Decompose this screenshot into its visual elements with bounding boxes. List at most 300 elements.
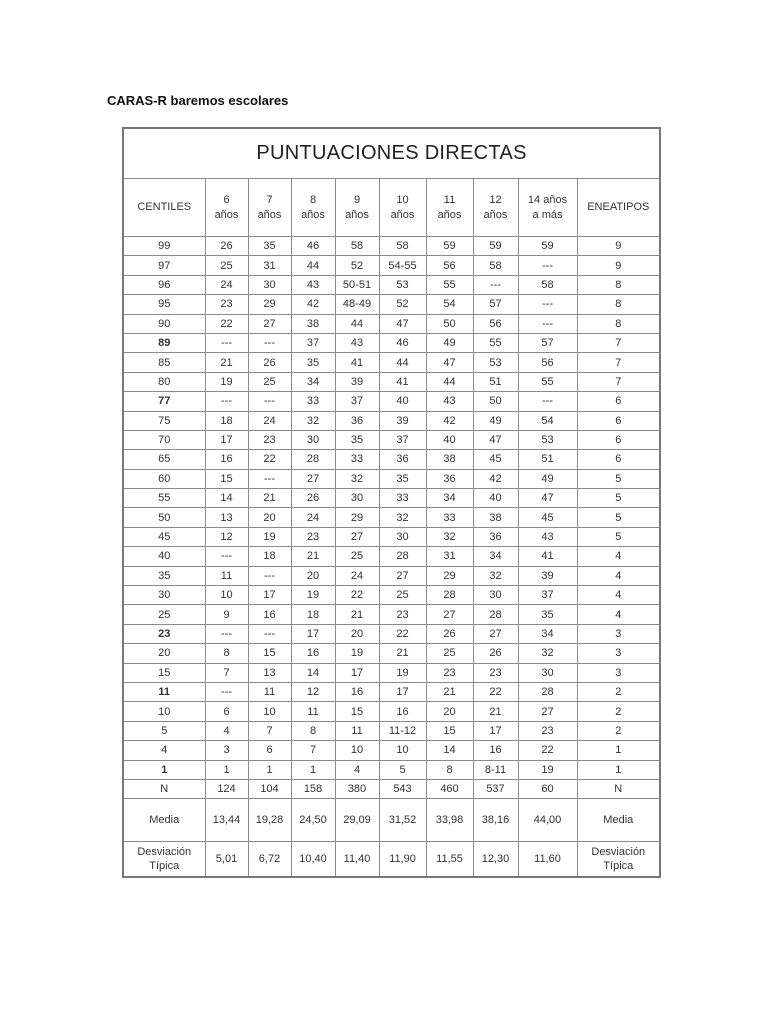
score-cell: 23	[291, 527, 335, 546]
desviacion-label-line2: Típica	[603, 859, 634, 872]
score-cell: 54	[426, 295, 473, 314]
centile-cell: 55	[123, 489, 205, 508]
column-header	[205, 179, 248, 237]
main-header-row	[123, 128, 660, 179]
eneatipo-cell: 8	[577, 314, 660, 333]
media-cell: 33,98	[426, 798, 473, 841]
score-cell: 35	[379, 469, 426, 488]
score-cell: 16	[205, 450, 248, 469]
column-header	[577, 179, 660, 237]
centile-cell: 89	[123, 333, 205, 352]
column-header-line1: 7	[266, 193, 273, 206]
column-header	[291, 179, 335, 237]
score-cell: 6	[205, 702, 248, 721]
table-row	[123, 586, 660, 605]
score-cell: 10	[205, 586, 248, 605]
score-cell: 32	[291, 411, 335, 430]
score-cell: 23	[379, 605, 426, 624]
n-cell: 460	[426, 779, 473, 798]
eneatipo-cell: 5	[577, 469, 660, 488]
n-cell: N	[123, 779, 205, 798]
score-cell: 17	[335, 663, 379, 682]
eneatipo-cell: 5	[577, 527, 660, 546]
score-cell: 7	[248, 721, 291, 740]
score-cell: 46	[291, 237, 335, 256]
score-cell: ---	[518, 256, 577, 275]
score-cell: 49	[473, 411, 518, 430]
column-header-line1: 6	[223, 193, 230, 206]
score-cell: 55	[473, 333, 518, 352]
media-cell: Media	[123, 798, 205, 841]
n-cell: 158	[291, 779, 335, 798]
table-body	[123, 237, 660, 877]
table-row	[123, 469, 660, 488]
score-cell: 12	[291, 682, 335, 701]
eneatipo-cell: 1	[577, 741, 660, 760]
table-row	[123, 663, 660, 682]
score-cell: ---	[518, 295, 577, 314]
score-cell: 57	[473, 295, 518, 314]
score-cell: 21	[335, 605, 379, 624]
table-row	[123, 372, 660, 391]
eneatipo-cell: 2	[577, 721, 660, 740]
score-cell: 28	[473, 605, 518, 624]
score-cell: 29	[426, 566, 473, 585]
score-cell: 24	[291, 508, 335, 527]
score-cell: 31	[426, 547, 473, 566]
desviacion-label-right	[577, 841, 660, 877]
score-cell: 20	[291, 566, 335, 585]
score-cell: 20	[335, 624, 379, 643]
score-cell: 34	[473, 547, 518, 566]
score-cell: 8	[291, 721, 335, 740]
score-cell: 35	[291, 353, 335, 372]
score-cell: 15	[335, 702, 379, 721]
centile-cell: 40	[123, 547, 205, 566]
score-cell: 43	[518, 527, 577, 546]
score-cell: ---	[205, 392, 248, 411]
score-cell: 36	[335, 411, 379, 430]
eneatipo-cell: 5	[577, 508, 660, 527]
score-cell: 37	[379, 430, 426, 449]
score-cell: 26	[426, 624, 473, 643]
column-header	[426, 179, 473, 237]
score-cell: 38	[426, 450, 473, 469]
score-cell: 15	[426, 721, 473, 740]
score-cell: 38	[291, 314, 335, 333]
score-cell: 8-11	[473, 760, 518, 779]
document-title: CARAS-R baremos escolares	[107, 93, 289, 108]
eneatipo-cell: 3	[577, 624, 660, 643]
table-row	[123, 333, 660, 352]
table-row	[123, 702, 660, 721]
score-cell: 21	[379, 644, 426, 663]
score-cell: 58	[379, 237, 426, 256]
eneatipo-cell: 5	[577, 489, 660, 508]
eneatipo-cell: 6	[577, 450, 660, 469]
eneatipo-cell: 2	[577, 702, 660, 721]
desviacion-cell: 11,60	[518, 841, 577, 877]
score-cell: 7	[205, 663, 248, 682]
table-row	[123, 682, 660, 701]
score-cell: 51	[473, 372, 518, 391]
score-cell: 21	[426, 682, 473, 701]
score-cell: 24	[248, 411, 291, 430]
media-cell: 24,50	[291, 798, 335, 841]
score-cell: 21	[473, 702, 518, 721]
table-row	[123, 741, 660, 760]
table-row	[123, 489, 660, 508]
eneatipo-cell: 7	[577, 372, 660, 391]
score-cell: 26	[473, 644, 518, 663]
n-cell: 380	[335, 779, 379, 798]
score-cell: 39	[518, 566, 577, 585]
centile-cell: 45	[123, 527, 205, 546]
score-cell: 35	[518, 605, 577, 624]
eneatipo-cell: 3	[577, 663, 660, 682]
score-cell: 41	[379, 372, 426, 391]
centile-cell: 4	[123, 741, 205, 760]
score-cell: 30	[518, 663, 577, 682]
score-cell: 47	[518, 489, 577, 508]
score-cell: 27	[473, 624, 518, 643]
score-cell: 3	[205, 741, 248, 760]
score-cell: 23	[248, 430, 291, 449]
score-cell: 40	[379, 392, 426, 411]
score-cell: 16	[379, 702, 426, 721]
score-cell: 21	[291, 547, 335, 566]
score-cell: 22	[379, 624, 426, 643]
centile-cell: 60	[123, 469, 205, 488]
score-cell: ---	[248, 566, 291, 585]
column-header	[518, 179, 577, 237]
eneatipo-cell: 2	[577, 682, 660, 701]
norms-table	[122, 127, 661, 878]
media-cell: 19,28	[248, 798, 291, 841]
score-cell: 16	[291, 644, 335, 663]
score-cell: 8	[205, 644, 248, 663]
desviacion-cell: 5,01	[205, 841, 248, 877]
media-cell: 13,44	[205, 798, 248, 841]
score-cell: ---	[248, 333, 291, 352]
score-cell: 4	[335, 760, 379, 779]
score-cell: 42	[473, 469, 518, 488]
score-cell: 27	[379, 566, 426, 585]
score-cell: 37	[291, 333, 335, 352]
score-cell: 19	[518, 760, 577, 779]
score-cell: 29	[335, 508, 379, 527]
score-cell: 11	[335, 721, 379, 740]
score-cell: 23	[518, 721, 577, 740]
media-cell: Media	[577, 798, 660, 841]
score-cell: 30	[335, 489, 379, 508]
score-cell: 25	[335, 547, 379, 566]
score-cell: 27	[335, 527, 379, 546]
column-header-row	[123, 179, 660, 237]
eneatipo-cell: 6	[577, 430, 660, 449]
score-cell: 25	[248, 372, 291, 391]
score-cell: 15	[248, 644, 291, 663]
media-cell: 31,52	[379, 798, 426, 841]
eneatipo-cell: 7	[577, 353, 660, 372]
score-cell: 35	[248, 237, 291, 256]
centile-cell: 77	[123, 392, 205, 411]
score-cell: 28	[426, 586, 473, 605]
media-cell: 38,16	[473, 798, 518, 841]
score-cell: ---	[518, 392, 577, 411]
column-header	[379, 179, 426, 237]
media-cell: 44,00	[518, 798, 577, 841]
centile-cell: 5	[123, 721, 205, 740]
column-header-line2: años	[437, 208, 462, 221]
score-cell: 7	[291, 741, 335, 760]
score-cell: 29	[248, 295, 291, 314]
score-cell: 45	[518, 508, 577, 527]
score-cell: 37	[518, 586, 577, 605]
table-row	[123, 760, 660, 779]
score-cell: 23	[426, 663, 473, 682]
score-cell: 19	[291, 586, 335, 605]
score-cell: 43	[335, 333, 379, 352]
n-cell: 60	[518, 779, 577, 798]
score-cell: 56	[518, 353, 577, 372]
score-cell: 6	[248, 741, 291, 760]
score-cell: 10	[335, 741, 379, 760]
column-header-line1: 8	[309, 193, 317, 206]
table-row	[123, 237, 660, 256]
table-row	[123, 566, 660, 585]
score-cell: 50	[426, 314, 473, 333]
score-cell: 13	[205, 508, 248, 527]
score-cell: 9	[205, 605, 248, 624]
score-cell: 30	[248, 275, 291, 294]
score-cell: 47	[379, 314, 426, 333]
desviacion-cell: 11,90	[379, 841, 426, 877]
centile-cell: 95	[123, 295, 205, 314]
column-header-line2: años	[390, 208, 415, 221]
score-cell: ---	[205, 547, 248, 566]
score-cell: 27	[518, 702, 577, 721]
score-cell: 16	[335, 682, 379, 701]
column-header	[335, 179, 379, 237]
score-cell: 32	[426, 527, 473, 546]
score-cell: 27	[291, 469, 335, 488]
score-cell: 25	[426, 644, 473, 663]
score-cell: 50-51	[335, 275, 379, 294]
n-cell: 543	[379, 779, 426, 798]
score-cell: 27	[248, 314, 291, 333]
centile-cell: 23	[123, 624, 205, 643]
score-cell: 16	[248, 605, 291, 624]
score-cell: 32	[379, 508, 426, 527]
score-cell: 11	[248, 682, 291, 701]
score-cell: 11	[205, 566, 248, 585]
score-cell: 26	[248, 353, 291, 372]
score-cell: 49	[426, 333, 473, 352]
column-header-line2: años	[301, 208, 325, 221]
score-cell: 28	[291, 450, 335, 469]
score-cell: 33	[335, 450, 379, 469]
score-cell: 13	[248, 663, 291, 682]
centile-cell: 85	[123, 353, 205, 372]
score-cell: 35	[335, 430, 379, 449]
score-cell: 20	[426, 702, 473, 721]
score-cell: 26	[205, 237, 248, 256]
table-row	[123, 508, 660, 527]
column-header	[473, 179, 518, 237]
column-header-line2: años	[214, 208, 239, 221]
desviacion-label-line1: Desviación	[137, 845, 192, 858]
eneatipo-cell: 4	[577, 586, 660, 605]
column-header	[123, 179, 205, 237]
score-cell: 42	[426, 411, 473, 430]
main-header: PUNTUACIONES DIRECTAS	[123, 128, 660, 179]
score-cell: 1	[205, 760, 248, 779]
centile-cell: 10	[123, 702, 205, 721]
score-cell: 33	[379, 489, 426, 508]
column-header-line1: 14 años	[527, 193, 568, 206]
table-row	[123, 547, 660, 566]
score-cell: 32	[473, 566, 518, 585]
score-cell: 17	[205, 430, 248, 449]
score-cell: 40	[473, 489, 518, 508]
score-cell: 59	[518, 237, 577, 256]
centile-cell: 75	[123, 411, 205, 430]
centile-cell: 11	[123, 682, 205, 701]
eneatipo-cell: 6	[577, 392, 660, 411]
score-cell: 16	[473, 741, 518, 760]
desviacion-label-left	[123, 841, 205, 877]
column-header-line1: 12	[489, 193, 502, 206]
table-row	[123, 721, 660, 740]
score-cell: 25	[379, 586, 426, 605]
table-row	[123, 295, 660, 314]
column-header-line1: 10	[396, 193, 409, 206]
norms-table-container	[122, 127, 659, 878]
score-cell: 51	[518, 450, 577, 469]
score-cell: 44	[291, 256, 335, 275]
eneatipo-cell: 8	[577, 295, 660, 314]
eneatipo-cell: 4	[577, 547, 660, 566]
score-cell: 46	[379, 333, 426, 352]
eneatipo-cell: 8	[577, 275, 660, 294]
score-cell: 52	[379, 295, 426, 314]
n-cell: 537	[473, 779, 518, 798]
centile-cell: 99	[123, 237, 205, 256]
desviacion-cell: 6,72	[248, 841, 291, 877]
media-row	[123, 798, 660, 841]
score-cell: 50	[473, 392, 518, 411]
score-cell: 30	[473, 586, 518, 605]
score-cell: 45	[473, 450, 518, 469]
score-cell: 32	[518, 644, 577, 663]
score-cell: 47	[426, 353, 473, 372]
score-cell: 32	[335, 469, 379, 488]
score-cell: 4	[205, 721, 248, 740]
centile-cell: 20	[123, 644, 205, 663]
score-cell: 40	[426, 430, 473, 449]
score-cell: 22	[248, 450, 291, 469]
score-cell: 14	[205, 489, 248, 508]
desviacion-cell: 11,40	[335, 841, 379, 877]
score-cell: 39	[335, 372, 379, 391]
score-cell: 47	[473, 430, 518, 449]
score-cell: 30	[379, 527, 426, 546]
table-row	[123, 527, 660, 546]
score-cell: 21	[248, 489, 291, 508]
table-row	[123, 624, 660, 643]
score-cell: 44	[379, 353, 426, 372]
score-cell: 15	[205, 469, 248, 488]
score-cell: 54-55	[379, 256, 426, 275]
score-cell: ---	[205, 682, 248, 701]
score-cell: 10	[248, 702, 291, 721]
column-header-line2: años	[257, 208, 282, 221]
score-cell: 10	[379, 741, 426, 760]
desviacion-cell: 11,55	[426, 841, 473, 877]
score-cell: 43	[291, 275, 335, 294]
score-cell: 33	[426, 508, 473, 527]
score-cell: 36	[426, 469, 473, 488]
score-cell: 8	[426, 760, 473, 779]
n-cell: 104	[248, 779, 291, 798]
score-cell: 41	[518, 547, 577, 566]
table-row	[123, 353, 660, 372]
column-header-line1: CENTILES	[137, 201, 192, 213]
score-cell: 58	[335, 237, 379, 256]
score-cell: 18	[205, 411, 248, 430]
score-cell: 59	[473, 237, 518, 256]
score-cell: 34	[518, 624, 577, 643]
score-cell: 22	[473, 682, 518, 701]
score-cell: 55	[426, 275, 473, 294]
score-cell: 19	[248, 527, 291, 546]
score-cell: ---	[248, 624, 291, 643]
eneatipo-cell: 7	[577, 333, 660, 352]
centile-cell: 25	[123, 605, 205, 624]
column-header-line2: a más	[532, 208, 563, 221]
score-cell: 14	[426, 741, 473, 760]
eneatipo-cell: 9	[577, 256, 660, 275]
score-cell: 1	[291, 760, 335, 779]
centile-cell: 35	[123, 566, 205, 585]
score-cell: 27	[426, 605, 473, 624]
column-header-line1: 9	[353, 193, 361, 206]
media-cell: 29,09	[335, 798, 379, 841]
n-cell: N	[577, 779, 660, 798]
column-header-line2: años	[483, 208, 508, 221]
score-cell: ---	[205, 624, 248, 643]
score-cell: 41	[335, 353, 379, 372]
desviacion-cell: 12,30	[473, 841, 518, 877]
score-cell: 37	[335, 392, 379, 411]
score-cell: 42	[291, 295, 335, 314]
table-row	[123, 411, 660, 430]
score-cell: 18	[291, 605, 335, 624]
score-cell: 21	[205, 353, 248, 372]
score-cell: 11-12	[379, 721, 426, 740]
table-row	[123, 450, 660, 469]
column-header-line2: años	[345, 208, 369, 221]
table-row	[123, 644, 660, 663]
score-cell: 52	[335, 256, 379, 275]
score-cell: ---	[205, 333, 248, 352]
score-cell: ---	[518, 314, 577, 333]
eneatipo-cell: 4	[577, 605, 660, 624]
eneatipo-cell: 4	[577, 566, 660, 585]
table-row	[123, 256, 660, 275]
score-cell: 43	[426, 392, 473, 411]
